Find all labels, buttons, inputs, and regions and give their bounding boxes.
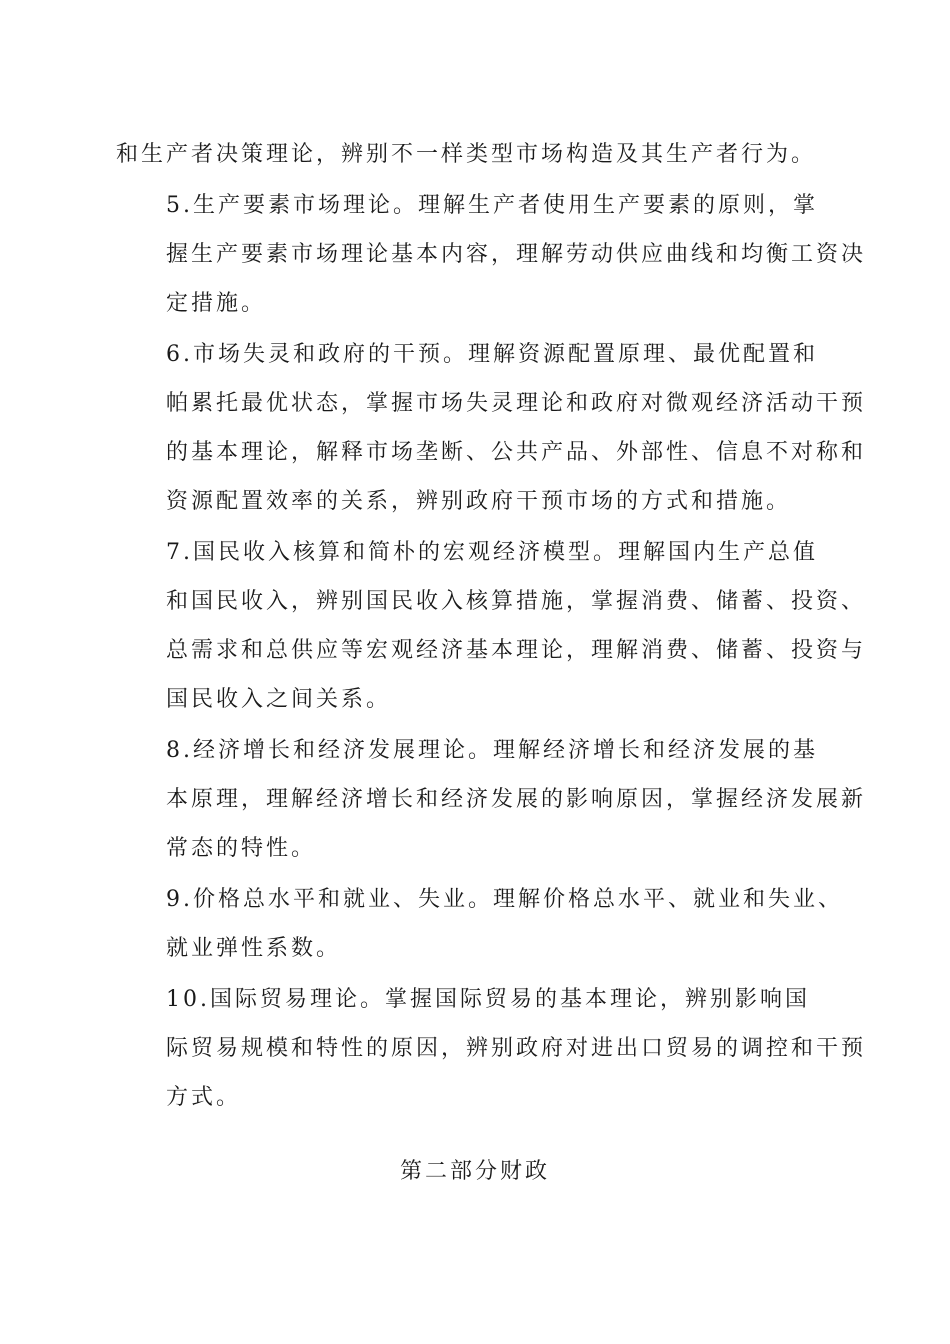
text-line: 际贸易规模和特性的原因，辨别政府对进出口贸易的调控和干预 <box>166 1036 867 1061</box>
text-line: 国民收入之间关系。 <box>166 687 392 712</box>
paragraph <box>116 181 867 328</box>
text-line: 和国民收入，辨别国民收入核算措施，掌握消费、储蓄、投资、 <box>166 589 867 614</box>
text-line: 8.经济增长和经济发展理论。理解经济增长和经济发展的基 <box>166 738 818 763</box>
text-line: 的基本理论，解释市场垄断、公共产品、外部性、信息不对称和 <box>166 440 867 465</box>
paragraph <box>116 875 843 973</box>
paragraph <box>116 528 867 724</box>
text-line: 方式。 <box>166 1085 242 1110</box>
text-line: 帕累托最优状态，掌握市场失灵理论和政府对微观经济活动干预 <box>166 391 867 416</box>
text-line: 和生产者决策理论，辨别不一样类型市场构造及其生产者行为。 <box>116 142 817 167</box>
paragraph <box>116 130 836 179</box>
text-line: 就业弹性系数。 <box>166 936 342 961</box>
text-line: 资源配置效率的关系，辨别政府干预市场的方式和措施。 <box>166 489 792 514</box>
text-line: 握生产要素市场理论基本内容，理解劳动供应曲线和均衡工资决 <box>166 242 867 267</box>
text-line: 5.生产要素市场理论。理解生产者使用生产要素的原则，掌 <box>166 193 818 218</box>
text-line: 10.国际贸易理论。掌握国际贸易的基本理论，辨别影响国 <box>166 987 810 1012</box>
paragraph <box>116 330 867 526</box>
text-line: 6.市场失灵和政府的干预。理解资源配置原理、最优配置和 <box>166 342 818 367</box>
section-title: 第二部分财政 <box>399 1159 550 1184</box>
text-line: 定措施。 <box>166 291 267 316</box>
paragraph <box>116 726 867 873</box>
text-line: 9.价格总水平和就业、失业。理解价格总水平、就业和失业、 <box>166 887 843 912</box>
text-line: 常态的特性。 <box>166 836 317 861</box>
text-line: 7.国民收入核算和简朴的宏观经济模型。理解国内生产总值 <box>166 540 818 565</box>
text-line: 总需求和总供应等宏观经济基本理论，理解消费、储蓄、投资与 <box>166 638 867 663</box>
text-line: 本原理，理解经济增长和经济发展的影响原因，掌握经济发展新 <box>166 787 867 812</box>
body-text <box>116 130 867 1122</box>
paragraph <box>116 975 867 1122</box>
